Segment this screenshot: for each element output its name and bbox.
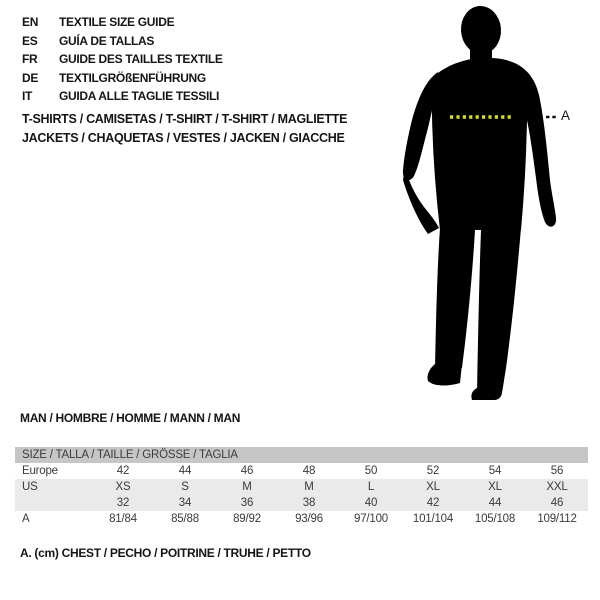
language-row-en [22, 13, 223, 32]
table-cell: 50 [364, 465, 378, 477]
table-cell: 40 [364, 497, 378, 509]
table-cell: 38 [302, 497, 316, 509]
row-label: A [22, 513, 30, 525]
garment-categories [22, 110, 347, 148]
measurement-footnote: A. (cm) CHEST / PECHO / POITRINE / TRUHE / PETTO [20, 546, 311, 560]
row-label: Europe [22, 465, 58, 477]
table-cell: XXL [546, 481, 568, 493]
table-cell: 44 [178, 465, 192, 477]
language-code: EN [22, 15, 39, 30]
language-row-it [22, 87, 223, 106]
table-cell: 93/96 [295, 513, 323, 525]
language-code: FR [22, 52, 38, 67]
table-cell: XL [488, 481, 502, 493]
table-cell: 109/112 [537, 513, 577, 525]
table-cell: 36 [240, 497, 254, 509]
language-code: DE [22, 70, 39, 85]
man-silhouette-figure [400, 0, 590, 410]
table-cell: 42 [116, 465, 130, 477]
table-cell: L [367, 481, 375, 493]
language-label: TEXTILE SIZE GUIDE [59, 15, 175, 30]
language-row-de [22, 69, 223, 88]
table-cell: 34 [178, 497, 192, 509]
table-cell: 105/108 [474, 513, 516, 525]
table-cell: 89/92 [233, 513, 261, 525]
row-label: US [22, 481, 38, 493]
language-row-es [22, 32, 223, 51]
language-code: ES [22, 33, 38, 48]
table-cell: M [242, 481, 252, 493]
language-code: IT [22, 89, 33, 104]
table-row-alt-sizes [15, 495, 588, 511]
category-line-tshirts: T-SHIRTS / CAMISETAS / T-SHIRT / T-SHIRT / MAGLIETTE [22, 112, 348, 126]
table-row-europe [15, 463, 588, 479]
table-cell: 81/84 [109, 513, 137, 525]
size-table-header: SIZE / TALLA / TAILLE / GRÖSSE / TAGLIA [15, 447, 588, 463]
table-cell: M [304, 481, 314, 493]
table-cell: 52 [426, 465, 440, 477]
language-label: GUÍA DE TALLAS [59, 33, 155, 48]
table-cell: 46 [550, 497, 564, 509]
category-line-jackets: JACKETS / CHAQUETAS / VESTES / JACKEN / GIACCHE [22, 131, 345, 145]
table-cell: XS [115, 481, 131, 493]
section-title-man: MAN / HOMBRE / HOMME / MANN / MAN [20, 411, 241, 425]
table-cell: 101/104 [412, 513, 454, 525]
table-cell: 97/100 [354, 513, 388, 525]
table-row-chest-a [15, 511, 588, 527]
language-label: GUIDE DES TAILLES TEXTILE [59, 52, 223, 67]
table-cell: 44 [488, 497, 502, 509]
man-silhouette-icon [400, 0, 590, 410]
table-cell: 42 [426, 497, 440, 509]
size-table [15, 447, 588, 527]
table-cell: S [181, 481, 189, 493]
language-list [22, 13, 223, 106]
table-cell: 54 [488, 465, 502, 477]
table-cell: 56 [550, 465, 564, 477]
table-row-us [15, 479, 588, 495]
table-cell: 85/88 [171, 513, 199, 525]
table-cell: 46 [240, 465, 254, 477]
language-label: GUIDA ALLE TAGLIE TESSILI [59, 89, 220, 104]
table-cell: 48 [302, 465, 316, 477]
table-cell: XL [426, 481, 440, 493]
language-row-fr [22, 50, 223, 69]
measure-label-a: A [561, 108, 571, 123]
language-label: TEXTILGRÖßENFÜHRUNG [59, 70, 206, 85]
table-cell: 32 [116, 497, 130, 509]
